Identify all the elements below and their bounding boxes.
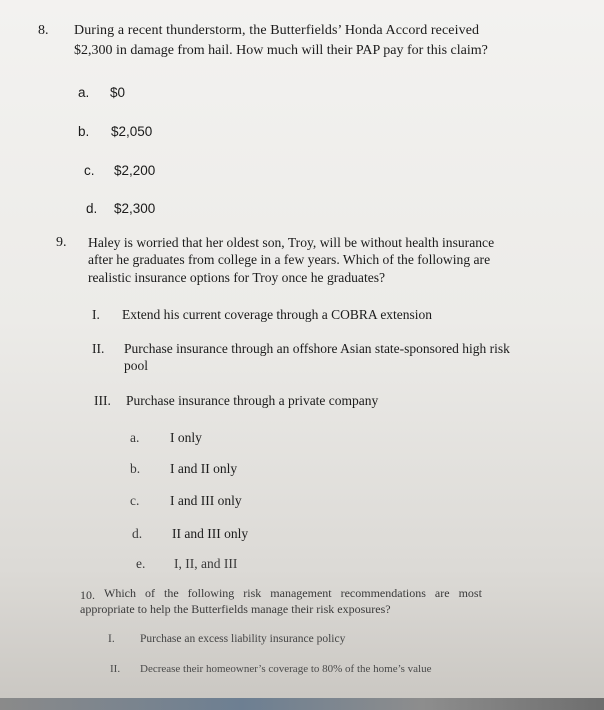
question-text-line: During a recent thunderstorm, the Butterfields’ Honda Accord received: [74, 23, 480, 38]
question-text-line: appropriate to help the Butterfields manage their risk exposures?: [80, 602, 391, 616]
answer-option-d[interactable]: [132, 525, 332, 543]
option-label: d.: [86, 201, 98, 216]
option-label: b.: [78, 124, 90, 139]
answer-option-b[interactable]: [78, 123, 278, 141]
question-text-line: realistic insurance options for Troy once he graduates?: [88, 270, 386, 285]
statement-iii: [94, 392, 554, 410]
answer-option-a[interactable]: [78, 84, 278, 102]
option-text: I and III only: [170, 493, 242, 508]
option-text: I only: [170, 430, 202, 445]
question-9: [0, 230, 604, 580]
question-10: [0, 580, 604, 690]
option-label: a.: [78, 85, 90, 100]
question-text-line: after he graduates from college in a few years. Which of the following are: [88, 252, 491, 267]
question-number: 10.: [80, 588, 95, 602]
option-text: I, II, and III: [174, 556, 238, 571]
question-text-line: Which of the following risk management recommendations are most: [104, 586, 482, 600]
answer-option-d[interactable]: [86, 200, 286, 218]
statement-label: II.: [110, 663, 121, 675]
option-text: $0: [110, 85, 126, 100]
option-text: $2,300: [114, 201, 156, 216]
statement-label: I.: [108, 633, 115, 645]
question-text-line: $2,300 in damage from hail. How much will their PAP pay for this claim?: [74, 43, 488, 58]
statement-text: Purchase insurance through a private company: [126, 393, 379, 408]
statement-text: Purchase insurance through an offshore Asian state-sponsored high risk: [124, 341, 510, 356]
option-text: $2,200: [114, 163, 156, 178]
option-text: I and II only: [170, 461, 238, 476]
statement-i: [92, 306, 552, 324]
statement-text: Decrease their homeowner’s coverage to 80% of the home’s value: [140, 663, 432, 675]
statement-text-continued: pool: [124, 358, 149, 373]
statement-text: Purchase an excess liability insurance policy: [140, 633, 346, 645]
question-text-line: Haley is worried that her oldest son, Troy, will be without health insurance: [88, 235, 495, 250]
answer-option-c[interactable]: [84, 162, 284, 180]
question-8: [0, 0, 604, 220]
question-number: 8.: [38, 23, 49, 38]
statement-ii: [92, 340, 582, 376]
answer-option-c[interactable]: [130, 492, 330, 510]
option-label: a.: [130, 430, 140, 445]
statement-i: [108, 630, 508, 646]
option-text: $2,050: [111, 124, 153, 139]
question-number: 9.: [56, 235, 67, 250]
option-label: c.: [130, 493, 140, 508]
option-label: d.: [132, 526, 143, 541]
option-text: II and III only: [172, 526, 249, 541]
statement-label: III.: [94, 393, 111, 408]
statement-ii: [110, 660, 580, 676]
option-label: b.: [130, 461, 141, 476]
statement-label: I.: [92, 307, 100, 322]
answer-option-e[interactable]: [136, 555, 336, 573]
answer-option-b[interactable]: [130, 460, 330, 478]
statement-label: II.: [92, 341, 105, 356]
answer-option-a[interactable]: [130, 429, 330, 447]
taskbar-edge: [0, 698, 604, 710]
statement-text: Extend his current coverage through a COBRA extension: [122, 307, 433, 322]
option-label: c.: [84, 163, 95, 178]
option-label: e.: [136, 556, 146, 571]
